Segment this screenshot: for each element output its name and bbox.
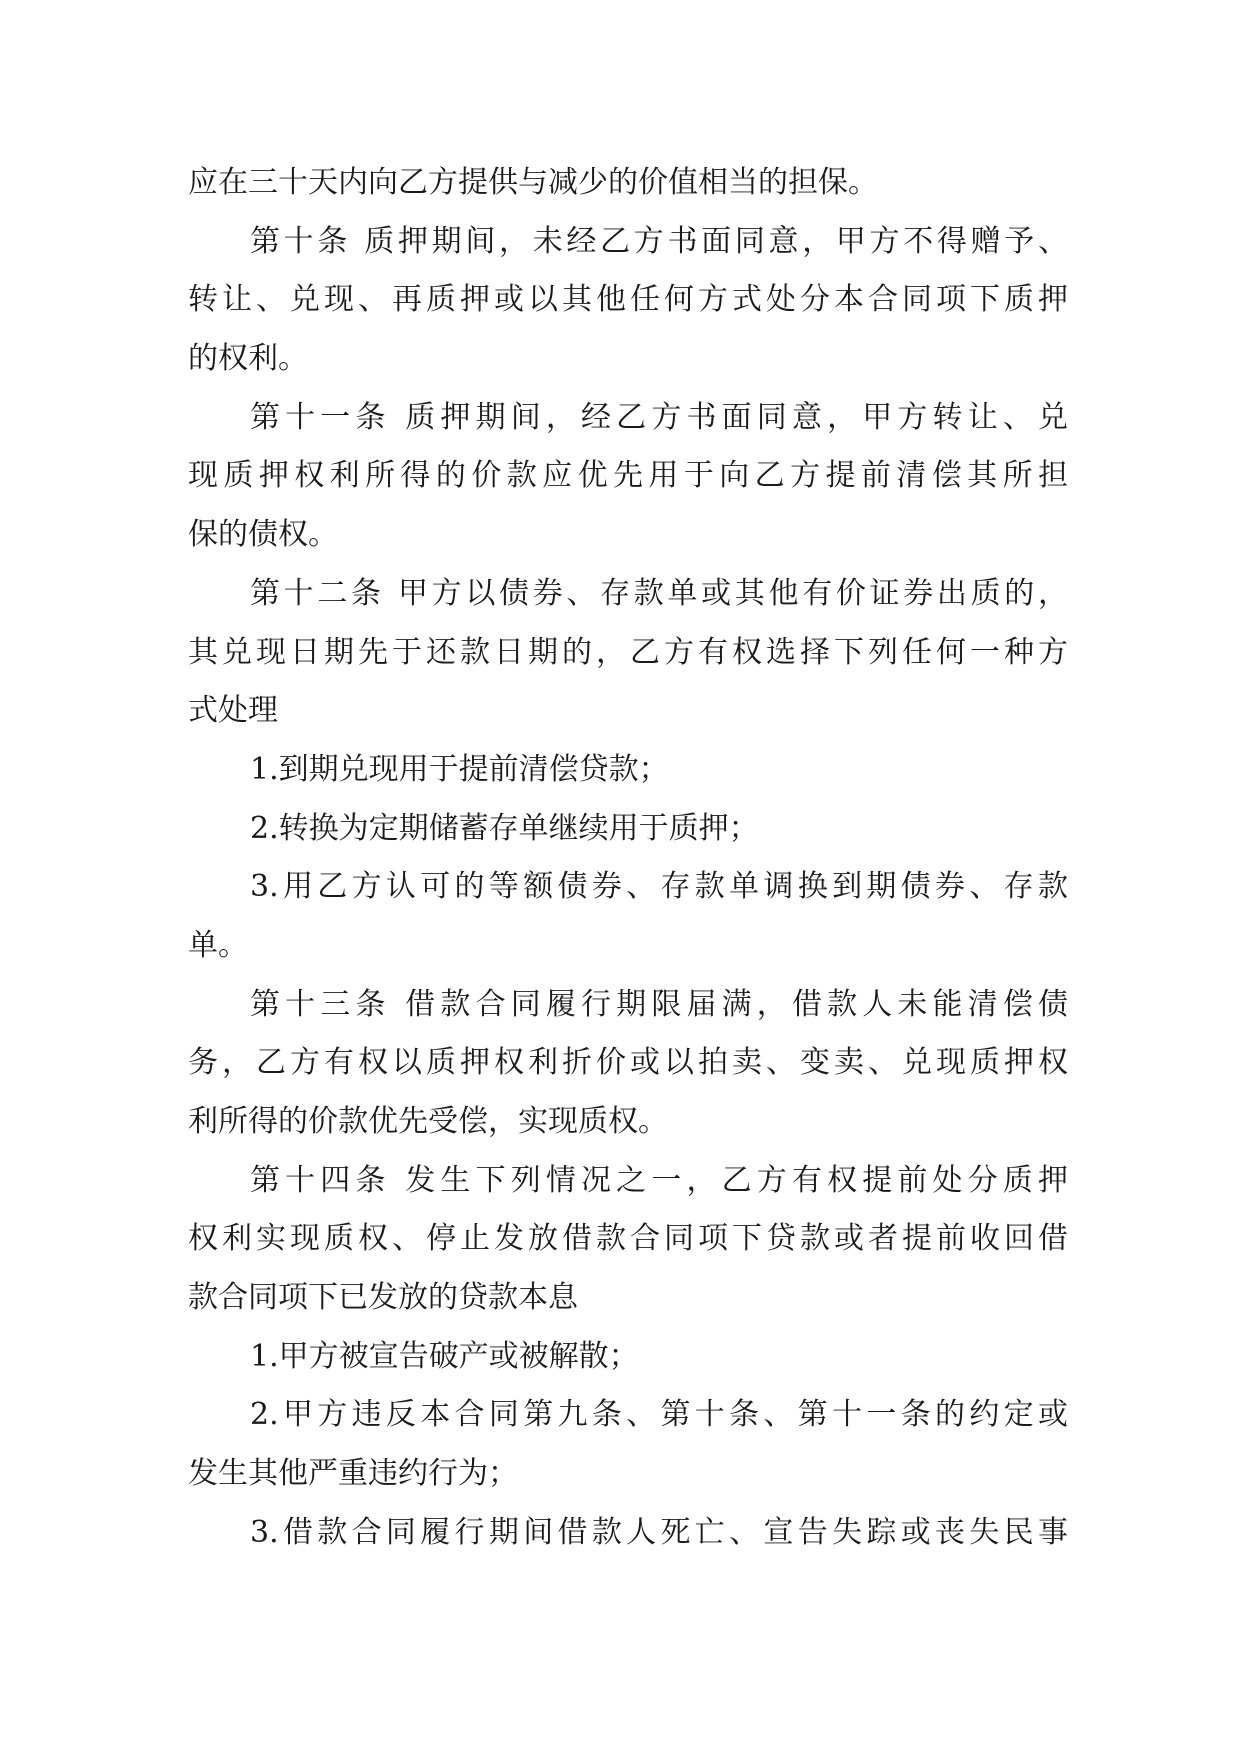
list-item: 1.甲方被宣告破产或被解散；	[250, 1338, 639, 1374]
article-14-first-line: 第十四条 发生下列情况之一，乙方有权提前处分质押	[250, 1162, 1068, 1198]
article-10-first-line: 第十条 质押期间，未经乙方书面同意，甲方不得赠予、	[250, 223, 1068, 259]
document-body	[188, 154, 1068, 1563]
text-line: 款合同项下已发放的贷款本息	[188, 1280, 578, 1316]
list-item: 1.到期兑现用于提前清偿贷款；	[250, 751, 669, 787]
text-line: 利所得的价款优先受偿，实现质权。	[188, 1104, 668, 1139]
text-line: 的权利。	[188, 341, 308, 377]
text-line: 单。	[188, 927, 248, 963]
text-line: 权利实现质权、停止发放借款合同项下贷款或者提前收回借	[188, 1221, 1068, 1257]
list-item: 2.甲方违反本合同第九条、第十条、第十一条的约定或	[250, 1397, 1068, 1433]
text-line: 保的债权。	[188, 517, 338, 553]
list-item: 2.转换为定期储蓄存单继续用于质押；	[250, 810, 759, 846]
article-13-first-line: 第十三条 借款合同履行期限届满，借款人未能清偿债	[250, 986, 1068, 1022]
text-line: 式处理	[188, 693, 278, 729]
text-line: 务，乙方有权以质押权利折价或以拍卖、变卖、兑现质押权	[188, 1045, 1068, 1081]
list-item: 3.借款合同履行期间借款人死亡、宣告失踪或丧失民事	[250, 1514, 1068, 1550]
article-12-first-line: 第十二条 甲方以债券、存款单或其他有价证券出质的，	[250, 575, 1068, 611]
text-line: 应在三十天内向乙方提供与减少的价值相当的担保。	[188, 165, 878, 200]
text-line: 其兑现日期先于还款日期的，乙方有权选择下列任何一种方	[188, 634, 1068, 670]
article-11-first-line: 第十一条 质押期间，经乙方书面同意，甲方转让、兑	[250, 399, 1068, 435]
text-line: 发生其他严重违约行为；	[188, 1456, 518, 1492]
list-item: 3.用乙方认可的等额债券、存款单调换到期债券、存款	[250, 869, 1068, 905]
text-line: 现质押权利所得的价款应优先用于向乙方提前清偿其所担	[188, 458, 1068, 494]
text-line: 转让、兑现、再质押或以其他任何方式处分本合同项下质押	[188, 282, 1068, 318]
